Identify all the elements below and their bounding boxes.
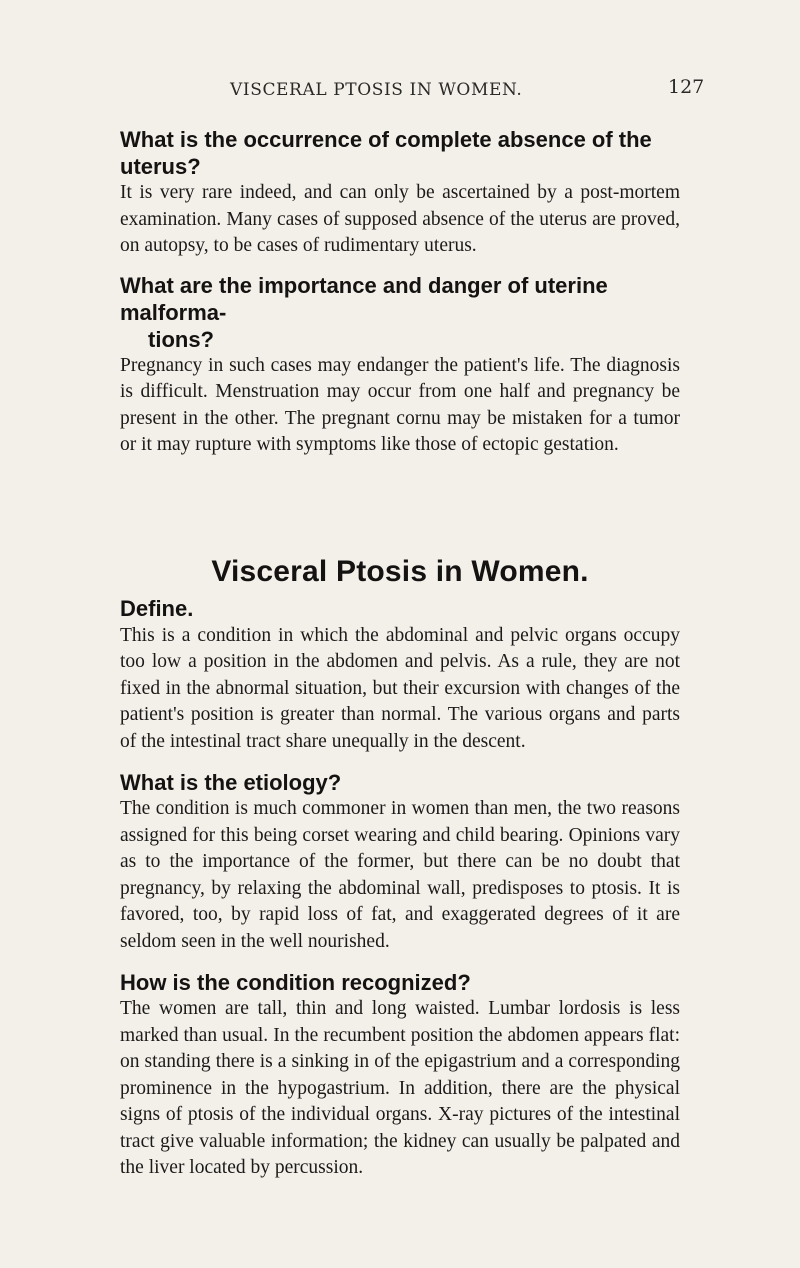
answer-paragraph: It is very rare indeed, and can only be ascertained by a post-mortem examination. Many cases of supposed absence of the uterus are proved, on autopsy, to be cases of rudimentary uterus. xyxy=(120,182,680,256)
question-heading: How is the condition recognized? xyxy=(120,970,471,995)
answer-paragraph: Pregnancy in such cases may endanger the patient's life. The diagnosis is difficult. Menstruation may occur from one half and pregnancy be present in the other. The pregnant cornu may be mistaken for a tumor or it may rupture with symptoms like those of ectopic gestation. xyxy=(120,354,680,455)
definition-paragraph: This is a condition in which the abdominal and pelvic organs occupy too low a position in the abdomen and pelvis. As a rule, they are not fixed in the abnormal situation, but their excursion with changes of the patient's position is greater than normal. The various organs and parts of the intestinal tract share unequally in the descent. xyxy=(120,624,680,752)
question-heading xyxy=(120,272,680,353)
running-head: VISCERAL PTOSIS IN WOMEN. xyxy=(230,80,523,100)
page-number: 127 xyxy=(668,76,705,98)
define-heading: Define. xyxy=(120,595,194,621)
page-content xyxy=(120,126,680,1182)
question-heading: What is the occurrence of complete absence of the uterus? xyxy=(120,127,652,179)
question-heading: What is the etiology? xyxy=(120,770,342,795)
question-line: What are the importance and danger of uterine malforma- xyxy=(120,272,608,325)
answer-paragraph: The women are tall, thin and long waisted. Lumbar lordosis is less marked than usual. In the recumbent position the abdomen appears flat: on standing there is a sinking in of the epigastrium and a corresponding prominence in the hypogastrium. In addition, there are the physical signs of ptosis of the individual organs. X-ray pictures of the intestinal tract give valuable information; the kidney can usually be palpated and the liver located by percussion. xyxy=(120,998,680,1178)
question-line: tions? xyxy=(148,326,214,352)
answer-paragraph: The condition is much commoner in women than men, the two reasons assigned for this being corset wearing and child bearing. Opinions vary as to the importance of the former, but there can be no doubt that pregnancy, by relaxing the abdominal wall, predisposes to ptosis. It is favored, too, by rapid loss of fat, and exaggerated degrees of it are seldom seen in the well nourished. xyxy=(120,798,680,952)
section-title: Visceral Ptosis in Women. xyxy=(211,554,589,588)
